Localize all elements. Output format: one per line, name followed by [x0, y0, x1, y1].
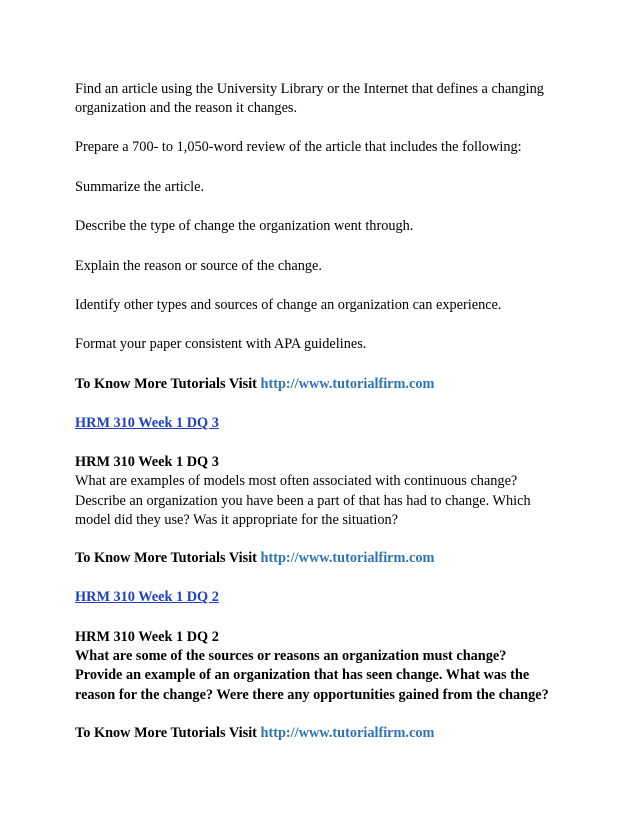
- visit-label: To Know More Tutorials Visit: [75, 376, 257, 392]
- prepare-instruction: Prepare a 700- to 1,050-word review of the article that includes the following:: [75, 139, 522, 155]
- dq2-question-line-3: reason for the change? Were there any opportunities gained from the change?: [75, 687, 549, 703]
- visit-url-link[interactable]: http://www.tutorialfirm.com: [260, 376, 435, 392]
- dq3-heading-link-row: [75, 413, 219, 433]
- dq2-question-line-2: Provide an example of an organization that has seen change. What was the: [75, 667, 530, 683]
- dq3-title: HRM 310 Week 1 DQ 3: [75, 454, 219, 470]
- visit-line-3: [75, 723, 434, 743]
- dq2-title: HRM 310 Week 1 DQ 2: [75, 629, 219, 645]
- intro-line-1: Find an article using the University Library or the Internet that defines a changing: [75, 81, 544, 97]
- visit-url-link[interactable]: http://www.tutorialfirm.com: [260, 550, 435, 566]
- dq2-heading-link-row: [75, 587, 219, 607]
- item-format: Format your paper consistent with APA guidelines.: [75, 336, 367, 352]
- visit-url-link[interactable]: http://www.tutorialfirm.com: [260, 725, 435, 741]
- item-describe: Describe the type of change the organization went through.: [75, 218, 414, 234]
- item-summarize: Summarize the article.: [75, 179, 205, 195]
- visit-label: To Know More Tutorials Visit: [75, 550, 257, 566]
- visit-label: To Know More Tutorials Visit: [75, 725, 257, 741]
- dq2-heading-link[interactable]: HRM 310 Week 1 DQ 2: [75, 589, 219, 605]
- item-explain: Explain the reason or source of the change.: [75, 258, 322, 274]
- intro-line-2: organization and the reason it changes.: [75, 100, 298, 116]
- dq3-question-line-3: model did they use? Was it appropriate for the situation?: [75, 512, 398, 528]
- item-identify: Identify other types and sources of change an organization can experience.: [75, 297, 502, 313]
- dq2-question-line-1: What are some of the sources or reasons an organization must change?: [75, 648, 507, 664]
- visit-line-1: [75, 374, 434, 394]
- visit-line-2: [75, 548, 434, 568]
- dq3-question-line-2: Describe an organization you have been a part of that has had to change. Which: [75, 493, 531, 509]
- dq3-question-line-1: What are examples of models most often associated with continuous change?: [75, 473, 518, 489]
- dq3-heading-link[interactable]: HRM 310 Week 1 DQ 3: [75, 415, 219, 431]
